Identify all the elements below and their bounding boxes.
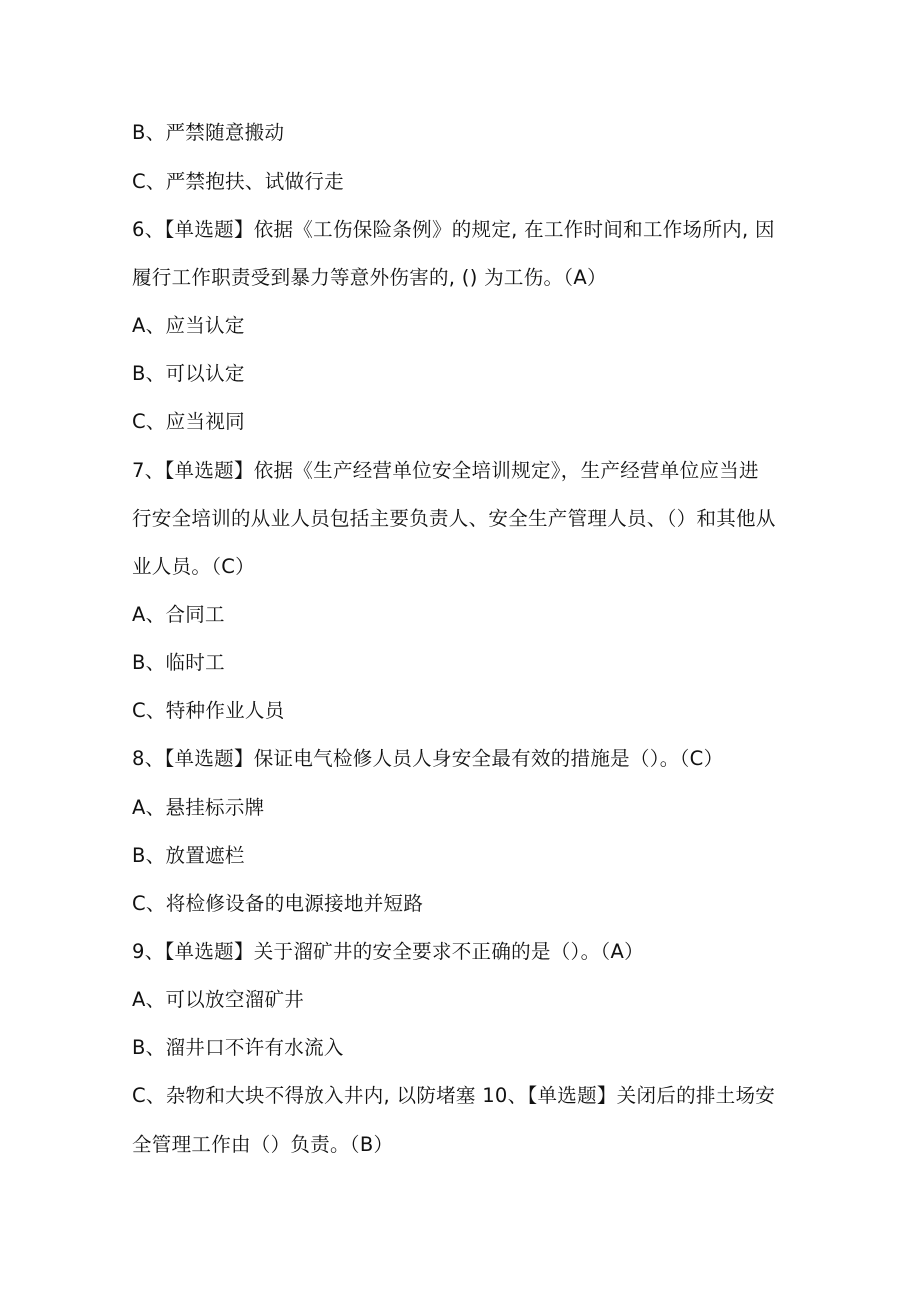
question-7-line-3: 业人员。（C）: [132, 555, 255, 578]
option-6c: C、应当视同: [132, 410, 245, 433]
question-6-line-1: 6、【单选题】依据《工伤保险条例》的规定, 在工作时间和工作场所内, 因: [132, 218, 775, 241]
option-6b: B、可以认定: [132, 362, 245, 385]
option-8b: B、放置遮栏: [132, 844, 245, 867]
question-7-line-2: 行安全培训的从业人员包括主要负责人、安全生产管理人员、（）和其他从: [132, 507, 776, 530]
option-8a: A、悬挂标示牌: [132, 796, 265, 819]
question-7-line-1: 7、【单选题】依据《生产经营单位安全培训规定》，生产经营单位应当进: [132, 459, 759, 482]
option-7a: A、合同工: [132, 603, 225, 626]
option-6a: A、应当认定: [132, 314, 245, 337]
option-9b: B、溜井口不许有水流入: [132, 1036, 344, 1059]
question-10-line-2: 全管理工作由（）负责。（B）: [132, 1133, 394, 1156]
option-9a: A、可以放空溜矿井: [132, 988, 305, 1011]
option-5c: C、严禁抱扶、试做行走: [132, 170, 344, 193]
option-7b: B、临时工: [132, 651, 225, 674]
question-9: 9、【单选题】关于溜矿井的安全要求不正确的是（）。（A）: [132, 940, 644, 963]
option-5b: B、严禁随意搬动: [132, 121, 285, 144]
question-8: 8、【单选题】保证电气检修人员人身安全最有效的措施是（）。（C）: [132, 747, 724, 770]
option-8c: C、将检修设备的电源接地并短路: [132, 892, 424, 915]
question-6-line-2: 履行工作职责受到暴力等意外伤害的, () 为工伤。（A）: [132, 266, 607, 289]
option-7c: C、特种作业人员: [132, 699, 285, 722]
option-9c-and-question-10: C、杂物和大块不得放入井内, 以防堵塞 10、【单选题】关闭后的排土场安: [132, 1084, 776, 1107]
